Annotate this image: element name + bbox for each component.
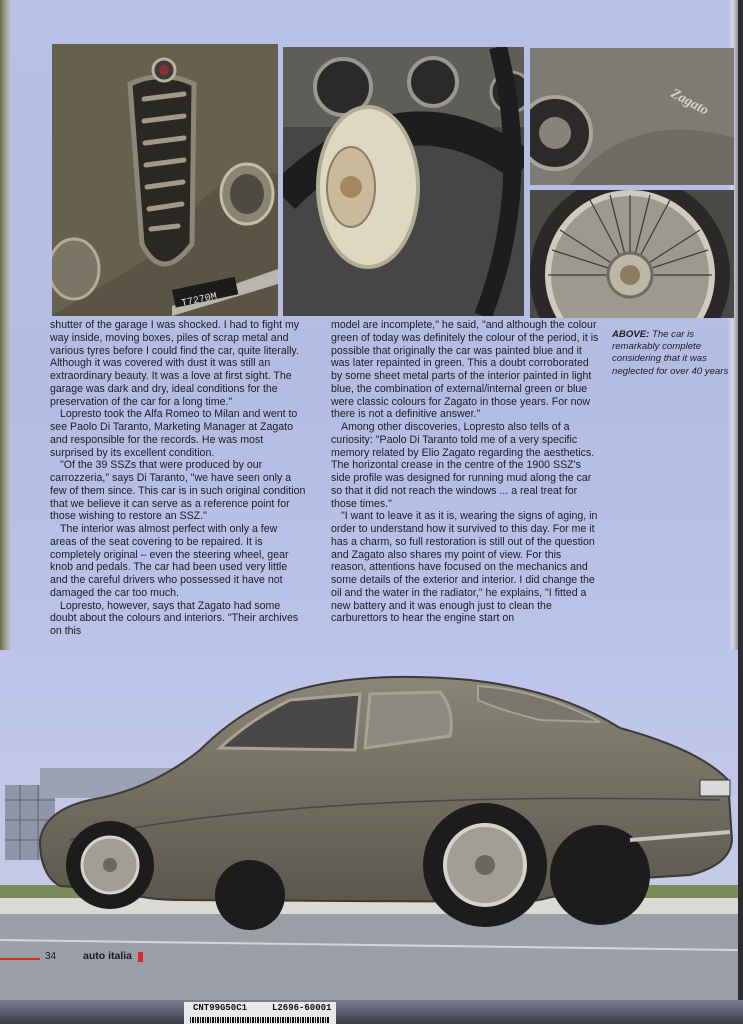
zagato-badge-text: Zagato [668,86,711,119]
magazine-accent-bar [138,952,143,962]
barcode-left-code: CNT99G50C1 [193,1003,248,1013]
page-number: 34 [45,951,57,962]
paragraph: Lopresto took the Alfa Romeo to Milan and went to see Paolo Di Taranto, Marketing Manager at Zagato and responsible for the records. He was most surprised by its excellent condition. [50,408,298,459]
barcode-right-code: L2696-60001 [272,1003,332,1013]
paragraph: Lopresto, however, says that Zagato had some doubt about the colours and interiors. "Their archives on this [50,599,299,637]
paragraph: shutter of the garage I was shocked. I had to fight my way inside, moving boxes, piles of scrap metal and various tyres before I could find the car, quite literally. Although it was covered with dust it was still an extraordinary beauty. It was a love at first sight. The garage was dark and dry, ideal conditions for the preservation of the car for a long time." [50,319,300,408]
footer-rule [0,958,40,960]
article-column-2 [331,319,599,625]
scan-strip [0,1000,743,1024]
caption-text: The car is remarkably complete considering that it was neglected for over 40 years [612,329,729,377]
paragraph: The interior was almost perfect with only a few areas of the seat covering to be repaired. It is completely original – even the steering wheel, gear knob and pedals. The car had been used very little and the careful drivers who possessed it have not damaged the car too much. [50,523,289,599]
paragraph: Among other discoveries, Lopresto also tells of a curiosity: "Paolo Di Taranto told me of a very specific memory related by Elio Zagato regarding the aesthetics. The horizontal crease in the centre of the 1900 SSZ's side profile was designed for running mud along the car so that it did not reach the windows ... a real treat for those times." [331,421,595,510]
barcode-label [184,1002,336,1024]
barcode-stripes [190,1017,330,1023]
paragraph: "Of the 39 SSZs that were produced by our carrozzeria," says Di Taranto, "we have seen only a few of them since. This car is in such original condition that we believe it can serve as a reference point for those wishing to restore an SSZ." [50,459,306,523]
article-column-1 [50,319,306,638]
caption-lead: ABOVE: [612,329,650,340]
zagato-badge-photo [530,48,734,185]
wire-wheel-photo [530,190,734,318]
steering-wheel-photo [283,47,524,316]
grille-photo [52,44,278,316]
magazine-name: auto italia [83,950,133,962]
paragraph: model are incomplete," he said, "and although the colour green of today was definitely the colour of the period, it is possible that originally the car was painted blue and it was later repainted in green. This a doubt corroborated by some sheet metal parts of the interior painted in light blue, the combination of external/internal green or blue were classic colours for Zagato in those years. For now there is not a definitive answer." [331,319,599,421]
plate-text: T7270M [180,291,219,310]
photo-caption [612,329,738,378]
car-photo [0,650,738,1000]
paragraph: "I want to leave it as it is, wearing the signs of aging, in order to understand how it survived to this day. For me it has a charm, so full restoration is still out of the question and Zagato also shares my point of view. For this reason, attentions have focused on the mechanics and some details of the exterior and interior. I did change the oil and the water in the radiator," he explains, "I fitted a new battery and it was enough just to clean the carburettors to hear the engine start on [331,510,598,625]
